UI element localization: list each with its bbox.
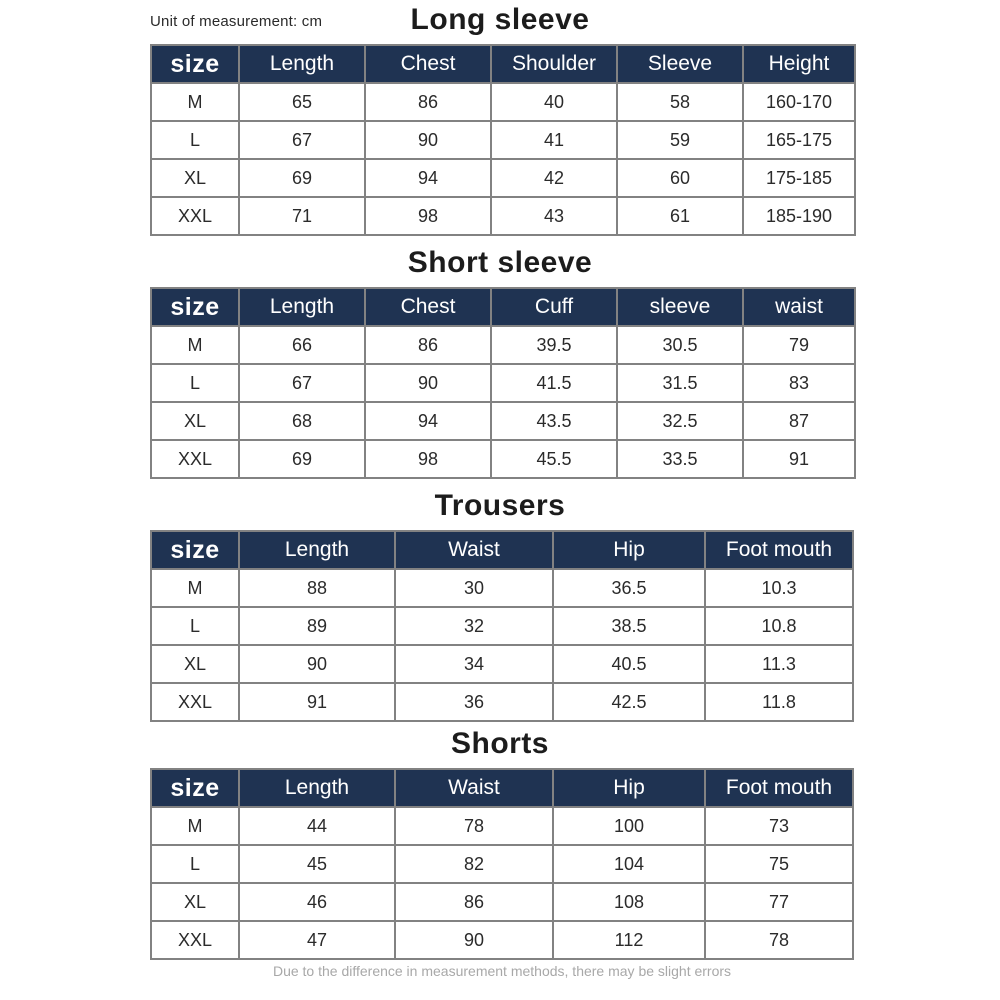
data-cell: 41 — [491, 121, 617, 159]
data-cell: 58 — [617, 83, 743, 121]
size-cell: L — [151, 607, 239, 645]
header-cell-size: size — [151, 769, 239, 807]
size-cell: XXL — [151, 921, 239, 959]
header-cell-size: size — [151, 45, 239, 83]
data-cell: 40 — [491, 83, 617, 121]
data-cell: 73 — [705, 807, 853, 845]
size-cell: M — [151, 569, 239, 607]
section-title-short-sleeve: Short sleeve — [407, 246, 593, 279]
data-cell: 82 — [395, 845, 553, 883]
data-cell: 42.5 — [553, 683, 705, 721]
table-row — [151, 326, 855, 364]
data-cell: 88 — [239, 569, 395, 607]
data-cell: 79 — [743, 326, 855, 364]
size-cell: XL — [151, 645, 239, 683]
data-cell: 86 — [395, 883, 553, 921]
header-row — [151, 45, 855, 83]
table-row — [151, 645, 853, 683]
data-cell: 47 — [239, 921, 395, 959]
header-cell-sleeve: sleeve — [617, 288, 743, 326]
data-cell: 86 — [365, 83, 491, 121]
size-cell: M — [151, 326, 239, 364]
data-cell: 39.5 — [491, 326, 617, 364]
size-table-shorts — [150, 768, 854, 960]
size-cell: M — [151, 807, 239, 845]
data-cell: 32 — [395, 607, 553, 645]
data-cell: 10.8 — [705, 607, 853, 645]
header-cell-waist: Waist — [395, 769, 553, 807]
clipped-bottom-text: Due to the difference in measurement methods, there may be slight errors — [272, 963, 732, 979]
size-cell: XXL — [151, 440, 239, 478]
header-cell-size: size — [151, 531, 239, 569]
data-cell: 30 — [395, 569, 553, 607]
data-cell: 41.5 — [491, 364, 617, 402]
size-cell: M — [151, 83, 239, 121]
table-row — [151, 364, 855, 402]
data-cell: 45 — [239, 845, 395, 883]
data-cell: 46 — [239, 883, 395, 921]
header-cell-waist: Waist — [395, 531, 553, 569]
data-cell: 94 — [365, 402, 491, 440]
size-cell: XXL — [151, 197, 239, 235]
data-cell: 43 — [491, 197, 617, 235]
data-cell: 10.3 — [705, 569, 853, 607]
data-cell: 90 — [365, 121, 491, 159]
data-cell: 91 — [743, 440, 855, 478]
table-row — [151, 197, 855, 235]
header-row — [151, 769, 853, 807]
data-cell: 36.5 — [553, 569, 705, 607]
table-row — [151, 440, 855, 478]
table-row — [151, 883, 853, 921]
data-cell: 11.8 — [705, 683, 853, 721]
data-cell: 78 — [705, 921, 853, 959]
size-cell: XXL — [151, 683, 239, 721]
data-cell: 69 — [239, 159, 365, 197]
header-row — [151, 288, 855, 326]
data-cell: 98 — [365, 197, 491, 235]
data-cell: 43.5 — [491, 402, 617, 440]
data-cell: 69 — [239, 440, 365, 478]
data-cell: 90 — [239, 645, 395, 683]
header-cell-foot-mouth: Foot mouth — [705, 531, 853, 569]
header-cell-length: Length — [239, 769, 395, 807]
header-cell-height: Height — [743, 45, 855, 83]
data-cell: 32.5 — [617, 402, 743, 440]
size-cell: L — [151, 845, 239, 883]
data-cell: 36 — [395, 683, 553, 721]
header-cell-cuff: Cuff — [491, 288, 617, 326]
table-row — [151, 607, 853, 645]
data-cell: 68 — [239, 402, 365, 440]
size-cell: L — [151, 121, 239, 159]
data-cell: 11.3 — [705, 645, 853, 683]
header-cell-hip: Hip — [553, 531, 705, 569]
section-title-trousers: Trousers — [434, 489, 566, 522]
data-cell: 87 — [743, 402, 855, 440]
table-row — [151, 159, 855, 197]
data-cell: 34 — [395, 645, 553, 683]
data-cell: 42 — [491, 159, 617, 197]
header-cell-sleeve: Sleeve — [617, 45, 743, 83]
size-table-long-sleeve — [150, 44, 856, 236]
size-cell: XL — [151, 402, 239, 440]
data-cell: 90 — [365, 364, 491, 402]
header-cell-length: Length — [239, 45, 365, 83]
header-cell-waist: waist — [743, 288, 855, 326]
size-cell: XL — [151, 883, 239, 921]
data-cell: 185-190 — [743, 197, 855, 235]
header-cell-shoulder: Shoulder — [491, 45, 617, 83]
header-cell-hip: Hip — [553, 769, 705, 807]
data-cell: 86 — [365, 326, 491, 364]
data-cell: 75 — [705, 845, 853, 883]
data-cell: 30.5 — [617, 326, 743, 364]
unit-of-measurement-note: Unit of measurement: cm — [150, 13, 323, 30]
table-row — [151, 402, 855, 440]
header-cell-size: size — [151, 288, 239, 326]
data-cell: 60 — [617, 159, 743, 197]
data-cell: 40.5 — [553, 645, 705, 683]
data-cell: 83 — [743, 364, 855, 402]
data-cell: 98 — [365, 440, 491, 478]
table-row — [151, 921, 853, 959]
header-cell-foot-mouth: Foot mouth — [705, 769, 853, 807]
header-cell-length: Length — [239, 288, 365, 326]
data-cell: 61 — [617, 197, 743, 235]
data-cell: 77 — [705, 883, 853, 921]
data-cell: 91 — [239, 683, 395, 721]
section-title-long-sleeve: Long sleeve — [410, 3, 590, 36]
data-cell: 33.5 — [617, 440, 743, 478]
data-cell: 44 — [239, 807, 395, 845]
table-row — [151, 683, 853, 721]
data-cell: 65 — [239, 83, 365, 121]
size-table-short-sleeve — [150, 287, 856, 479]
data-cell: 59 — [617, 121, 743, 159]
section-title-shorts: Shorts — [450, 727, 549, 760]
size-table-trousers — [150, 530, 854, 722]
data-cell: 31.5 — [617, 364, 743, 402]
size-cell: XL — [151, 159, 239, 197]
data-cell: 71 — [239, 197, 365, 235]
header-row — [151, 531, 853, 569]
data-cell: 45.5 — [491, 440, 617, 478]
table-row — [151, 807, 853, 845]
data-cell: 104 — [553, 845, 705, 883]
data-cell: 112 — [553, 921, 705, 959]
table-row — [151, 121, 855, 159]
data-cell: 90 — [395, 921, 553, 959]
table-row — [151, 83, 855, 121]
data-cell: 108 — [553, 883, 705, 921]
data-cell: 78 — [395, 807, 553, 845]
size-cell: L — [151, 364, 239, 402]
data-cell: 67 — [239, 121, 365, 159]
data-cell: 67 — [239, 364, 365, 402]
header-cell-length: Length — [239, 531, 395, 569]
table-row — [151, 569, 853, 607]
data-cell: 38.5 — [553, 607, 705, 645]
data-cell: 89 — [239, 607, 395, 645]
data-cell: 160-170 — [743, 83, 855, 121]
header-cell-chest: Chest — [365, 45, 491, 83]
table-row — [151, 845, 853, 883]
data-cell: 100 — [553, 807, 705, 845]
data-cell: 94 — [365, 159, 491, 197]
data-cell: 66 — [239, 326, 365, 364]
header-cell-chest: Chest — [365, 288, 491, 326]
data-cell: 175-185 — [743, 159, 855, 197]
data-cell: 165-175 — [743, 121, 855, 159]
